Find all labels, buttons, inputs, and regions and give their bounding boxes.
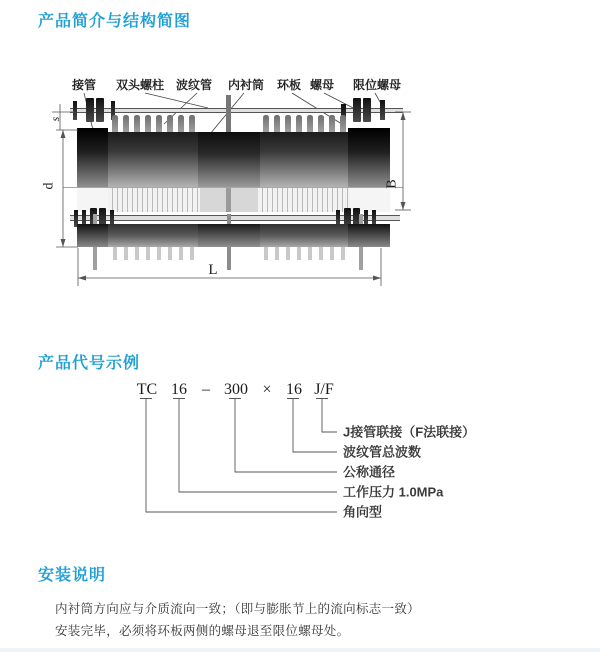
install-line-2: 安装完毕，必须将环板两侧的螺母退至限位螺母处。 bbox=[55, 624, 350, 638]
annotation-connection: J接管联接（F法联接） bbox=[343, 424, 476, 440]
joint-body-upper bbox=[77, 128, 390, 187]
annotation-hook-lines bbox=[140, 399, 337, 513]
dim-label-d: d bbox=[41, 182, 57, 190]
dimension-s bbox=[48, 104, 76, 130]
dim-label-b: B bbox=[384, 179, 400, 189]
diagram-part-labels bbox=[71, 77, 401, 92]
annotation-labels bbox=[343, 425, 475, 520]
joint-body-lower bbox=[77, 224, 390, 247]
page-bottom-edge bbox=[0, 648, 600, 652]
code-token-diameter: 300 bbox=[224, 381, 248, 398]
code-token-pressure: 16 bbox=[171, 381, 187, 398]
label-double-end-stud: 双头螺柱 bbox=[115, 78, 165, 92]
code-token-waves: 16 bbox=[286, 381, 302, 398]
install-line-1: 内衬筒方向应与介质流向一致；（即与膨胀节上的流向标志一致） bbox=[55, 602, 420, 616]
code-token-type: TC bbox=[136, 381, 158, 398]
label-bellows: 波纹管 bbox=[175, 78, 213, 92]
joint-body-lower-section bbox=[77, 188, 390, 212]
code-token-connection: J/F bbox=[314, 381, 334, 398]
code-token-times: × bbox=[262, 381, 272, 398]
dimension-d bbox=[42, 130, 79, 247]
section-title-intro: 产品简介与结构简图 bbox=[38, 13, 192, 30]
section-title-install: 安装说明 bbox=[38, 567, 107, 584]
limit-nut-shape bbox=[380, 100, 385, 120]
annotation-working-pressure: 工作压力 1.0MPa bbox=[343, 484, 444, 500]
dim-label-s: s bbox=[48, 116, 62, 122]
label-limit-nut: 限位螺母 bbox=[352, 78, 402, 92]
label-connecting-pipe: 接管 bbox=[71, 78, 97, 92]
label-inner-sleeve: 内衬筒 bbox=[227, 78, 265, 92]
product-code-diagram bbox=[115, 376, 535, 536]
code-token-dash: – bbox=[202, 381, 210, 398]
label-nut: 螺母 bbox=[309, 78, 335, 92]
annotation-wave-count: 波纹管总波数 bbox=[343, 444, 422, 460]
center-guide-stud bbox=[226, 95, 231, 136]
annotation-angular-type: 角向型 bbox=[343, 504, 383, 520]
dim-label-l: L bbox=[208, 262, 218, 278]
structure-diagram bbox=[30, 62, 450, 320]
product-code-tokens bbox=[137, 381, 334, 398]
label-ring-plate: 环板 bbox=[276, 78, 302, 92]
section-title-code-example: 产品代号示例 bbox=[38, 355, 141, 372]
install-instructions bbox=[55, 598, 575, 642]
annotation-nominal-diameter: 公称通径 bbox=[343, 464, 396, 480]
